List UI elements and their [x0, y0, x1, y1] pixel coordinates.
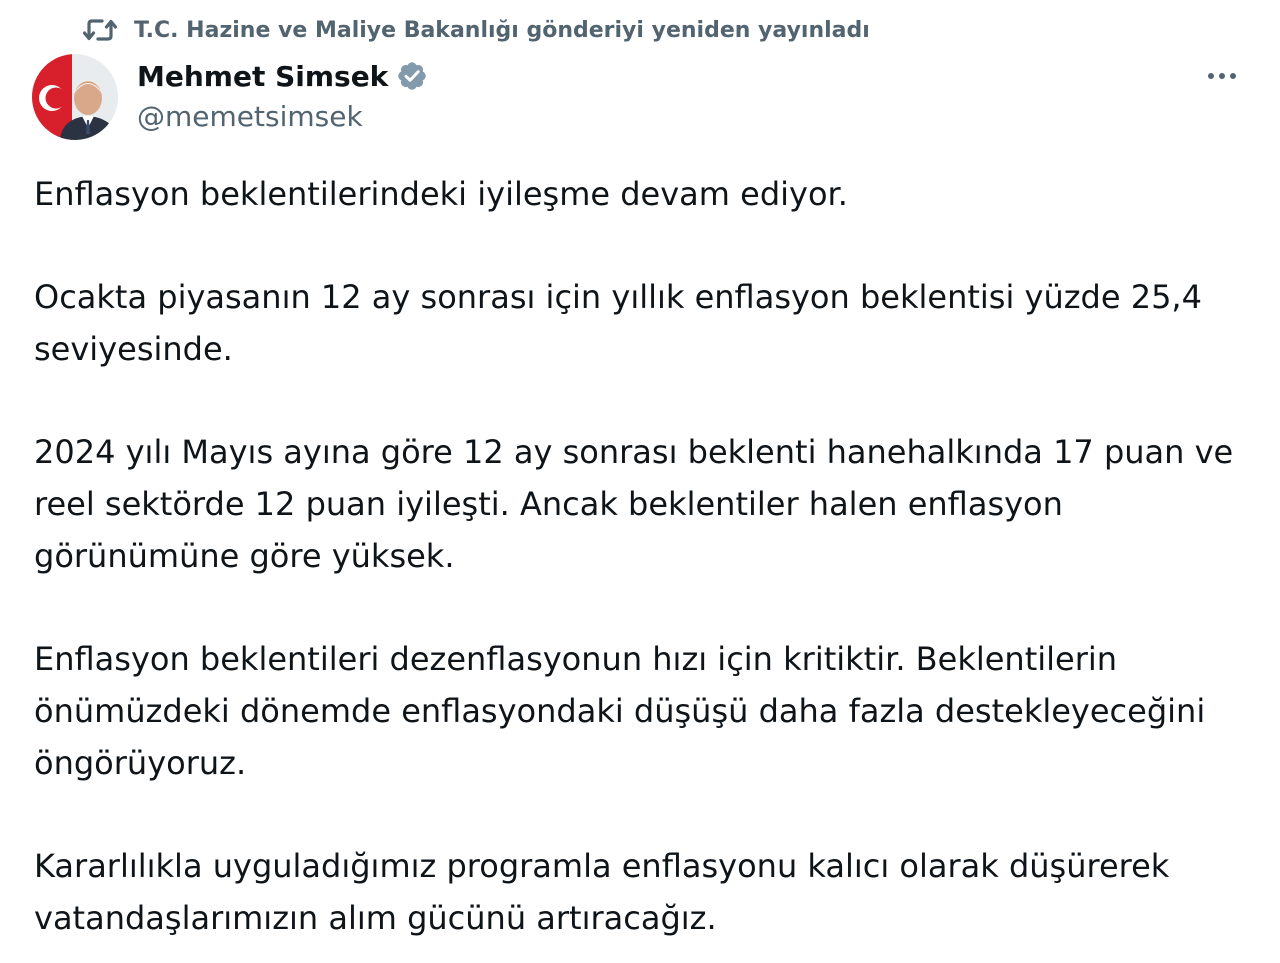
more-dot-icon	[1219, 73, 1225, 79]
more-dot-icon	[1208, 73, 1214, 79]
author-name[interactable]: Mehmet Simsek	[137, 59, 389, 93]
tweet-paragraph: Kararlılıkla uyguladığımız programla enflasyonu kalıcı olarak düşürerek vatandaşlarımızın alım gücünü artıracağız.	[34, 847, 1170, 937]
avatar[interactable]	[32, 54, 118, 140]
author-name-row[interactable]	[137, 56, 428, 96]
author-handle[interactable]: @memetsimsek	[137, 100, 363, 133]
tweet-text	[34, 168, 1249, 944]
tweet-paragraph: 2024 yılı Mayıs ayına göre 12 ay sonrası beklenti hanehalkında 17 puan ve reel sektörde 12 puan iyileşti. Ancak beklentiler halen enflasyon görünümüne göre yüksek.	[34, 433, 1234, 575]
tweet-paragraph: Ocakta piyasanın 12 ay sonrası için yıllık enflasyon beklentisi yüzde 25,4 seviyesinde.	[34, 278, 1202, 368]
tweet-paragraph: Enflasyon beklentileri dezenflasyonun hızı için kritiktir. Beklentilerin önümüzdeki dönemde enflasyondaki düşüşü daha fazla destekleyeceğini öngörüyoruz.	[34, 640, 1206, 782]
repost-text: T.C. Hazine ve Maliye Bakanlığı gönderiyi yeniden yayınladı	[134, 17, 870, 43]
more-options-button[interactable]	[1200, 60, 1244, 92]
verified-badge-icon	[396, 60, 428, 92]
tweet-paragraph: Enflasyon beklentilerindeki iyileşme devam ediyor.	[34, 175, 848, 213]
repost-indicator[interactable]	[80, 14, 870, 46]
repost-icon	[80, 14, 120, 46]
more-dot-icon	[1230, 73, 1236, 79]
